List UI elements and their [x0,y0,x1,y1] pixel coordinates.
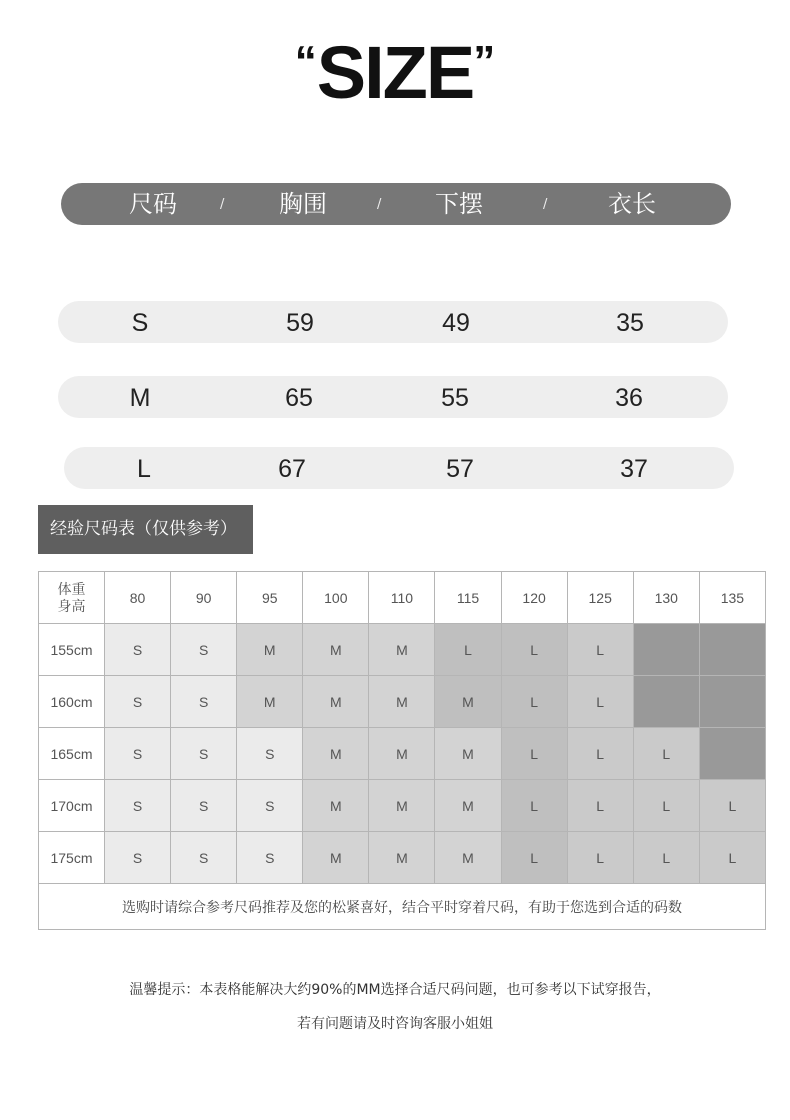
weight-header: 90 [171,572,237,624]
size-cell: M [303,676,369,728]
size-cell: M [303,624,369,676]
tip-text-line2: 若有问题请及时咨询客服小姐姐 [297,1016,493,1032]
size-cell: L [567,780,633,832]
size-cell: S [237,832,303,884]
page-title [0,22,790,113]
size-cell: L [699,780,765,832]
size-header-bar [61,183,731,225]
size-cell: L [633,832,699,884]
experience-size-table [38,571,766,930]
size-cell: M [435,832,501,884]
size-cell: S [105,676,171,728]
weight-header: 80 [105,572,171,624]
weight-header: 115 [435,572,501,624]
size-cell: M [435,676,501,728]
size-cell: M [303,832,369,884]
weight-header: 135 [699,572,765,624]
size-cell [699,728,765,780]
size-cell: M [237,624,303,676]
title-text: SIZE [316,31,474,114]
size-cell: S [105,728,171,780]
size-cell: S [105,780,171,832]
header-size: 尺码 [129,190,177,218]
size-cell: L [567,728,633,780]
header-length: 衣长 [608,190,656,218]
size-cell: M [369,624,435,676]
size-label: S [131,309,149,337]
table-row [39,676,766,728]
size-cell [699,624,765,676]
table-note: 选购时请综合参考尺码推荐及您的松紧喜好，结合平时穿着尺码，有助于您选到合适的码数 [39,884,766,930]
open-quote: “ [294,37,317,86]
hem-value: 55 [441,384,469,412]
size-cell: S [237,728,303,780]
hem-value: 57 [446,455,474,483]
size-cell: L [567,624,633,676]
header-chest: 胸围 [279,190,327,218]
size-cell [633,676,699,728]
size-label: L [137,455,151,483]
hem-value: 49 [442,309,470,337]
weight-header: 110 [369,572,435,624]
tip-text-line1: 温馨提示：本表格能解决大约90%的MM选择合适尺码问题，也可参考以下试穿报告， [129,982,661,998]
size-cell: S [105,832,171,884]
size-cell: S [105,624,171,676]
size-cell: L [501,728,567,780]
size-row-m [58,376,728,418]
size-cell: M [435,780,501,832]
size-cell: L [501,780,567,832]
size-row-s [58,301,728,343]
height-cell: 170cm [39,780,105,832]
size-cell: M [369,832,435,884]
size-row-l [64,447,734,489]
height-cell: 175cm [39,832,105,884]
length-value: 36 [615,384,643,412]
size-cell: L [699,832,765,884]
size-cell: L [567,832,633,884]
size-cell: S [171,832,237,884]
size-cell: L [501,832,567,884]
weight-header: 120 [501,572,567,624]
size-cell [699,676,765,728]
experience-chart-label: 经验尺码表（仅供参考） [38,505,253,554]
size-cell: S [171,728,237,780]
chest-value: 67 [278,455,306,483]
table-row [39,728,766,780]
chest-value: 59 [286,309,314,337]
length-value: 37 [620,455,648,483]
table-header-row [39,572,766,624]
size-cell: M [435,728,501,780]
header-separator: / [377,197,382,212]
size-cell: M [303,728,369,780]
height-label: 身高 [57,597,86,614]
weight-header: 95 [237,572,303,624]
size-cell: M [237,676,303,728]
size-cell: M [369,676,435,728]
header-hem: 下摆 [435,190,483,218]
table-row [39,832,766,884]
size-cell: S [237,780,303,832]
size-cell [633,624,699,676]
weight-header: 125 [567,572,633,624]
header-separator: / [543,197,548,212]
size-cell: L [435,624,501,676]
size-cell: L [501,676,567,728]
length-value: 35 [616,309,644,337]
weight-header: 130 [633,572,699,624]
weight-header: 100 [303,572,369,624]
size-cell: M [369,780,435,832]
size-cell: M [303,780,369,832]
size-cell: S [171,676,237,728]
size-cell: L [633,728,699,780]
height-cell: 155cm [39,624,105,676]
table-row [39,780,766,832]
height-cell: 165cm [39,728,105,780]
size-cell: S [171,624,237,676]
size-cell: M [369,728,435,780]
header-separator: / [220,197,225,212]
height-cell: 160cm [39,676,105,728]
size-cell: L [633,780,699,832]
table-note-row [39,884,766,930]
table-row [39,624,766,676]
chest-value: 65 [285,384,313,412]
size-cell: S [171,780,237,832]
weight-label: 体重 [57,580,86,597]
size-label: M [129,384,151,412]
close-quote: ” [473,37,496,86]
corner-cell [39,572,105,624]
size-cell: L [567,676,633,728]
size-cell: L [501,624,567,676]
